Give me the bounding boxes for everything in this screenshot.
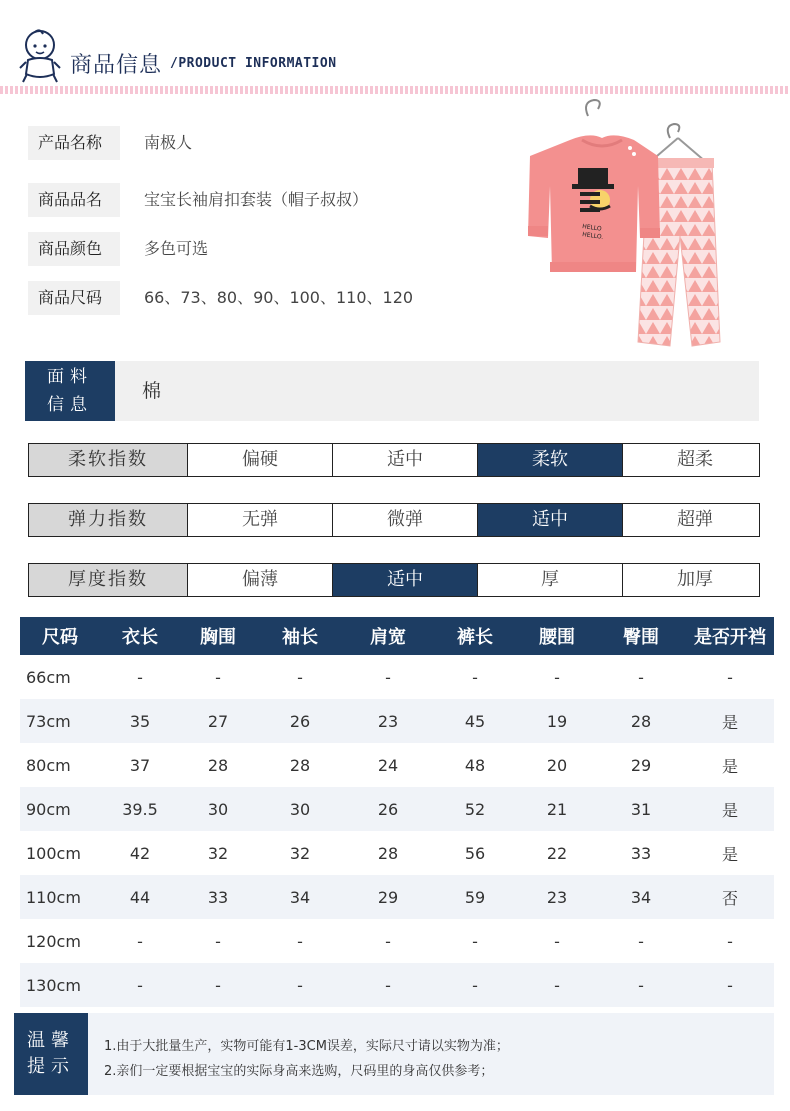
size-table	[20, 617, 774, 1007]
column-header: 袖长	[256, 617, 344, 655]
softness-index	[28, 443, 760, 477]
table-cell: 110cm	[20, 875, 100, 919]
table-cell: 23	[518, 875, 596, 919]
info-value: 多色可选	[144, 239, 209, 258]
table-cell: 90cm	[20, 787, 100, 831]
table-cell: 28	[289, 755, 311, 775]
fabric-label	[25, 361, 115, 421]
table-cell: 59	[432, 875, 518, 919]
table-cell: -	[215, 667, 221, 687]
table-cell: 130cm	[20, 963, 100, 1007]
table-cell: 是	[721, 756, 738, 776]
info-label: 商品颜色	[28, 232, 120, 266]
hanger-icon	[650, 124, 706, 162]
index-option: 厚	[477, 564, 622, 596]
column-header: 衣长	[100, 617, 180, 655]
table-cell: -	[344, 963, 432, 1007]
table-cell: 是	[721, 844, 738, 864]
baby-icon	[18, 28, 62, 84]
table-cell: -	[297, 667, 303, 687]
table-cell: 34	[256, 875, 344, 919]
table-cell: 32	[207, 843, 229, 863]
index-name: 弹力指数	[29, 504, 187, 536]
info-value: 66、73、80、90、100、110、120	[144, 288, 414, 307]
table-cell: 39.5	[100, 787, 180, 831]
table-cell: 32	[289, 843, 311, 863]
table-cell: 28	[207, 755, 229, 775]
table-cell: -	[385, 667, 391, 687]
fabric-label-line: 信息	[47, 395, 93, 415]
table-cell: 44	[100, 875, 180, 919]
index-option-selected: 柔软	[477, 444, 622, 476]
table-cell: -	[638, 667, 644, 687]
column-header: 裤长	[432, 617, 518, 655]
table-cell: 56	[464, 843, 486, 863]
table-cell: 26	[256, 699, 344, 743]
index-option: 偏薄	[187, 564, 332, 596]
section-subtitle: /PRODUCT INFORMATION	[170, 56, 337, 71]
table-cell: 45	[432, 699, 518, 743]
table-cell: 20	[546, 755, 568, 775]
table-row	[20, 875, 774, 919]
table-cell: -	[472, 931, 478, 951]
table-cell: 100cm	[26, 843, 81, 863]
table-cell: -	[596, 963, 686, 1007]
column-header: 臀围	[596, 617, 686, 655]
table-cell: -	[554, 667, 560, 687]
fabric-label-line: 面料	[47, 367, 93, 387]
index-option-selected: 适中	[332, 564, 477, 596]
index-option: 偏硬	[187, 444, 332, 476]
column-header: 是否开裆	[686, 617, 774, 655]
table-cell: 是	[686, 699, 774, 743]
table-cell: -	[432, 963, 518, 1007]
index-name: 柔软指数	[29, 444, 187, 476]
table-cell: 120cm	[26, 931, 81, 951]
table-cell: 21	[518, 787, 596, 831]
table-cell: 31	[596, 787, 686, 831]
table-cell: 19	[518, 699, 596, 743]
info-label: 商品尺码	[28, 281, 120, 315]
table-cell: -	[385, 931, 391, 951]
tips-box	[14, 1013, 774, 1095]
info-value: 宝宝长袖肩扣套装（帽子叔叔）	[144, 190, 369, 209]
table-cell: 48	[464, 755, 486, 775]
tip-item: 1.由于大批量生产，实物可能有1-3CM误差，实际尺寸请以实物为准；	[104, 1039, 509, 1054]
index-option: 无弹	[187, 504, 332, 536]
table-cell: -	[100, 963, 180, 1007]
table-cell: 33	[630, 843, 652, 863]
tips-label-line: 提示	[27, 1056, 75, 1077]
table-row	[20, 831, 774, 875]
table-cell: 73cm	[20, 699, 100, 743]
info-value: 南极人	[144, 133, 193, 152]
table-cell: 是	[686, 787, 774, 831]
shirt-print-text: HELLO.	[581, 231, 604, 241]
table-cell: 66cm	[26, 667, 71, 687]
table-cell: 30	[180, 787, 256, 831]
table-row	[20, 787, 774, 831]
index-option: 适中	[332, 444, 477, 476]
table-cell: 29	[630, 755, 652, 775]
fabric-value: 棉	[142, 380, 162, 402]
table-cell: -	[518, 963, 596, 1007]
table-cell: 24	[377, 755, 399, 775]
shirt-print-text: HELLO	[581, 223, 603, 233]
table-cell: 23	[344, 699, 432, 743]
product-image	[520, 96, 770, 356]
index-option: 超柔	[622, 444, 767, 476]
elasticity-index	[28, 503, 760, 537]
table-cell: 37	[129, 755, 151, 775]
table-cell: 42	[129, 843, 151, 863]
section-title: 商品信息	[70, 53, 163, 78]
table-cell: 34	[596, 875, 686, 919]
index-option-selected: 适中	[477, 504, 622, 536]
index-name: 厚度指数	[29, 564, 187, 596]
tip-item: 2.亲们一定要根据宝宝的实际身高来选购，尺码里的身高仅供参考；	[104, 1064, 494, 1079]
thickness-index	[28, 563, 760, 597]
table-cell: -	[638, 931, 644, 951]
table-cell: -	[686, 963, 774, 1007]
column-header: 尺码	[20, 617, 100, 655]
table-cell: 33	[180, 875, 256, 919]
table-cell: 27	[180, 699, 256, 743]
table-cell: -	[472, 667, 478, 687]
table-cell: -	[215, 931, 221, 951]
index-option: 微弹	[332, 504, 477, 536]
info-label: 产品名称	[28, 126, 120, 160]
table-cell: 否	[686, 875, 774, 919]
column-header: 胸围	[180, 617, 256, 655]
table-cell: -	[727, 931, 733, 951]
table-cell: 35	[100, 699, 180, 743]
header-divider	[0, 86, 790, 94]
info-label: 商品品名	[28, 183, 120, 217]
column-header: 肩宽	[344, 617, 432, 655]
table-cell: 22	[546, 843, 568, 863]
size-table-header	[20, 617, 774, 655]
index-option: 超弹	[622, 504, 767, 536]
table-cell: 29	[344, 875, 432, 919]
section-header	[0, 0, 790, 100]
table-cell: -	[297, 931, 303, 951]
table-cell: -	[727, 667, 733, 687]
table-cell: 80cm	[26, 755, 71, 775]
index-option: 加厚	[622, 564, 767, 596]
table-cell: 28	[377, 843, 399, 863]
table-cell: 28	[596, 699, 686, 743]
table-cell: -	[137, 667, 143, 687]
table-cell: -	[180, 963, 256, 1007]
fabric-info	[25, 361, 759, 421]
table-cell: -	[256, 963, 344, 1007]
table-row	[20, 743, 774, 787]
tips-label-line: 温馨	[27, 1030, 75, 1051]
table-row	[20, 963, 774, 1007]
table-row	[20, 655, 774, 699]
table-cell: 52	[432, 787, 518, 831]
table-cell: -	[554, 931, 560, 951]
tips-label	[14, 1013, 88, 1095]
table-cell: 26	[344, 787, 432, 831]
table-cell: -	[137, 931, 143, 951]
column-header: 腰围	[518, 617, 596, 655]
table-cell: 30	[256, 787, 344, 831]
table-row	[20, 919, 774, 963]
table-row	[20, 699, 774, 743]
